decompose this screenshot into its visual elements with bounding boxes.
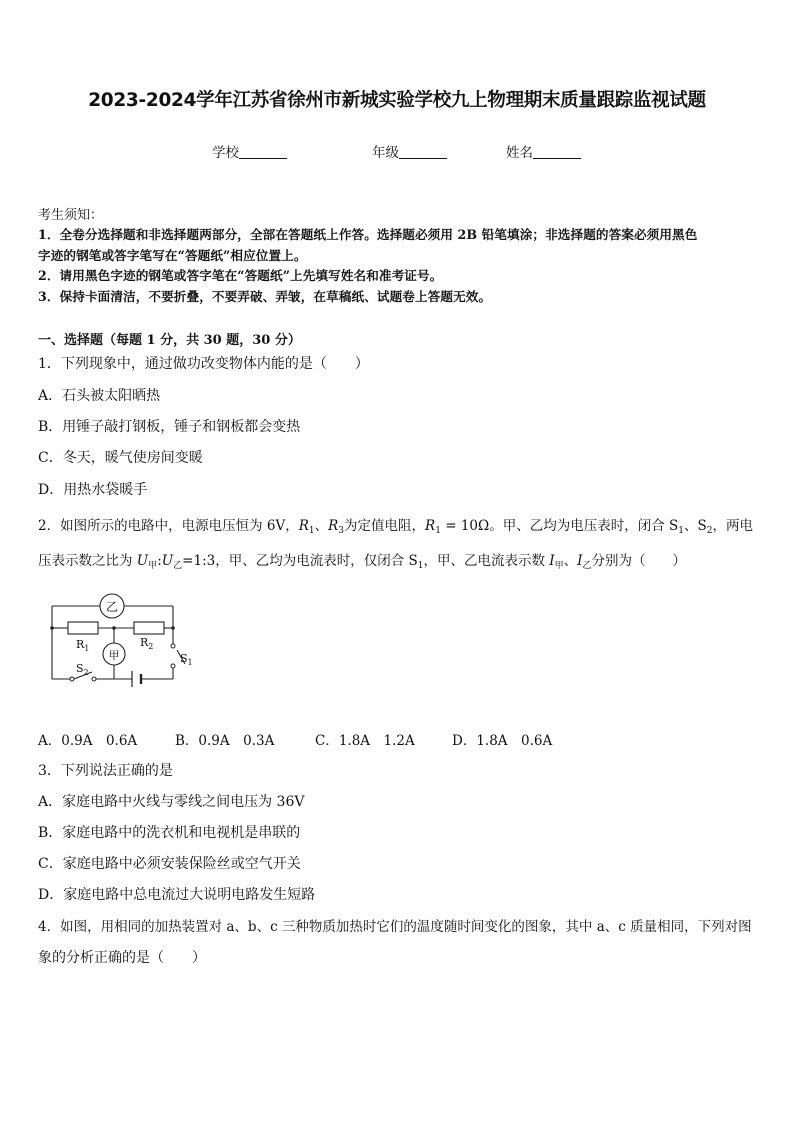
s2-contact-left (70, 677, 74, 681)
s2-label: $S_2$ (76, 662, 89, 677)
grade-field (372, 141, 447, 161)
meter-yi (100, 594, 124, 618)
junction-right (171, 626, 175, 630)
q2-option-d: D．1.8A 0.6A (452, 733, 553, 749)
notice-item-2: 2．请用黑色字迹的钢笔或答字笔在“答题纸”上先填写姓名和准考证号。 (38, 268, 443, 283)
section-heading: 一、选择题（每题 1 分，共 30 题，30 分） (38, 333, 301, 348)
q1-option-d: D．用热水袋暖手 (38, 482, 148, 498)
name-blank (533, 144, 581, 159)
q1-option-a: A．石头被太阳晒热 (38, 388, 161, 404)
q4-stem-line-2: 象的分析正确的是（ ） (38, 950, 206, 966)
q4-stem-line-1: 4．如图，用相同的加热装置对 a、b、c 三种物质加热时它们的温度随时间变化的图象，其中 a、c 质量相同，下列对图 (38, 919, 752, 935)
s1-contact-top (171, 644, 175, 648)
q1-option-c: C．冬天，暖气使房间变暖 (38, 450, 203, 466)
r2-label: $R_2$ (140, 636, 154, 651)
q3-option-d: D．家庭电路中总电流过大说明电路发生短路 (38, 887, 316, 903)
q3-option-b: B．家庭电路中的洗衣机和电视机是串联的 (38, 825, 301, 841)
q2-options (38, 729, 758, 749)
svg-text:甲: 甲 (108, 649, 120, 662)
notice-item-1-line-2: 字迹的钢笔或答字笔写在“答题纸”相应位置上。 (38, 248, 307, 263)
q1-stem: 1．下列现象中，通过做功改变物体内能的是（ ） (38, 356, 369, 372)
s1-label: $S_1$ (180, 652, 193, 667)
page-title: 2023-2024学年江苏省徐州市新城实验学校九上物理期末质量跟踪监视试题 (88, 90, 706, 111)
q3-option-c: C．家庭电路中必须安装保险丝或空气开关 (38, 856, 301, 872)
school-blank (239, 144, 287, 159)
meter-jia (103, 643, 125, 665)
resistor-r1 (68, 622, 98, 634)
q1-option-b: B．用锤子敲打钢板，锤子和钢板都会变热 (38, 419, 301, 435)
q2-stem-line-1: 2．如图所示的电路中，电源电压恒为 6V，$R_1$、$R_3$为定值电阻，$R_1 = 10\Omega$。甲、乙均为电压表时，闭合 $S_1$、$S_2$，两电 (38, 518, 753, 536)
school-field (212, 141, 287, 161)
junction-middle (112, 626, 116, 630)
q2-option-c: C．1.8A 1.2A (315, 733, 415, 749)
r1-formula: R (425, 518, 436, 534)
q3-stem: 3．下列说法正确的是 (38, 763, 173, 779)
q2-stem-line-2: 压表示数之比为 $U_甲:U_乙=1:3$，甲、乙均为电流表时，仅闭合 $S_1$，甲、乙电流表示数 $I_甲$、$I_乙$分别为（ ） (38, 553, 686, 571)
resistor-r2 (134, 622, 164, 634)
school-label: 学校 (212, 145, 239, 161)
name-field (506, 141, 581, 161)
battery-symbol (132, 671, 141, 687)
q2-option-b: B．0.9A 0.3A (175, 733, 275, 749)
q2-option-a: A．0.9A 0.6A (38, 733, 138, 749)
r1-label: $R_1$ (76, 638, 90, 653)
grade-label: 年级 (372, 145, 399, 161)
notice-heading: 考生须知： (38, 208, 104, 223)
notice-item-1-line-1: 1．全卷分选择题和非选择题两部分，全部在答题纸上作答。选择题必须用 2B 铅笔填涂；非选择题的答案必须用黑色 (38, 227, 698, 242)
s1-contact-bottom (171, 664, 175, 668)
grade-blank (399, 144, 447, 159)
circuit-diagram (40, 588, 200, 698)
junction-left (50, 626, 54, 630)
s2-contact-right (92, 677, 96, 681)
name-label: 姓名 (506, 145, 533, 161)
notice-item-3: 3．保持卡面清洁，不要折叠，不要弄破、弄皱，在草稿纸、试题卷上答题无效。 (38, 289, 492, 304)
svg-text:乙: 乙 (105, 600, 119, 614)
q3-option-a: A．家庭电路中火线与零线之间电压为 36V (38, 794, 305, 810)
